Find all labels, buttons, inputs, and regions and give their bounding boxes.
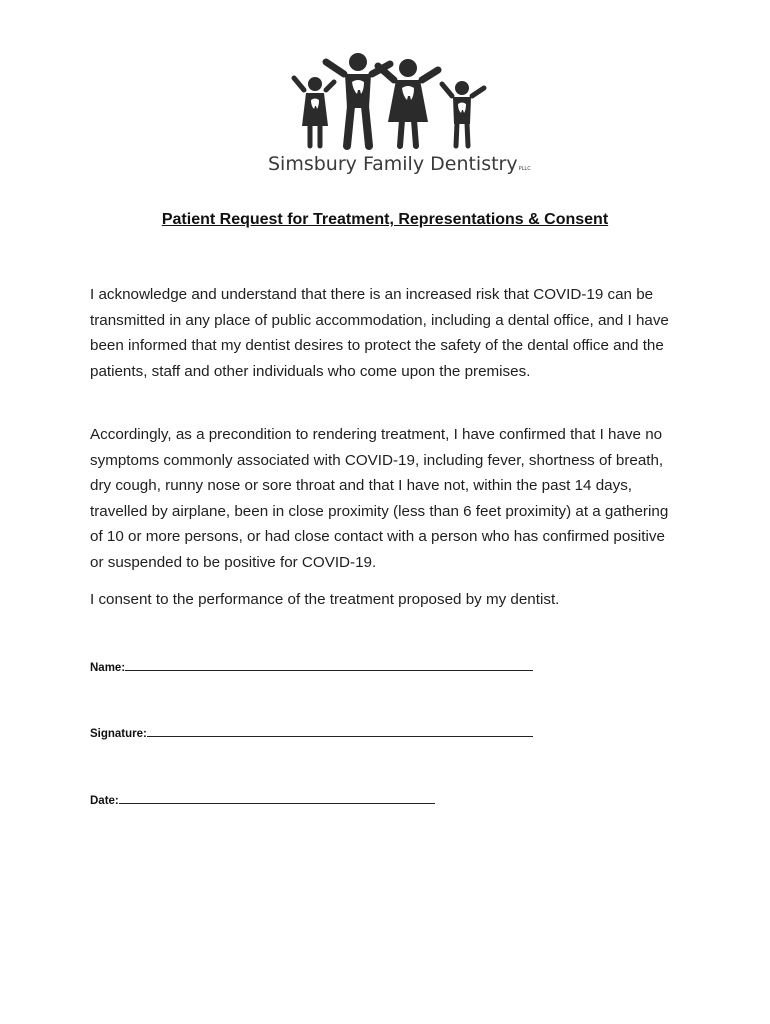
date-label: Date: bbox=[90, 795, 119, 807]
signature-line[interactable] bbox=[147, 725, 533, 737]
name-line[interactable] bbox=[125, 659, 533, 671]
consent-paragraph-2: Accordingly, as a precondition to rendering treatment, I have confirmed that I have no symptoms commonly associated with COVID-19, including fever, shortness of breath, dry cough, runny nose or sore throat and that I have not, within the past 14 days, travelled by airplane, been in close proximity (less than 6 feet proximity) at a gathering of 10 or more persons, or had close contact with a person who has confirmed positive or suspended to be positive for COVID-19. bbox=[90, 426, 669, 571]
signature-label: Signature: bbox=[90, 728, 147, 740]
date-field[interactable] bbox=[90, 792, 435, 807]
consent-paragraph-1: I acknowledge and understand that there is an increased risk that COVID-19 can be transmitted in any place of public accommodation, including a dental office, and I have been informed that my dentist desires to protect the safety of the dental office and the patients, staff and other individuals who come upon the premises. bbox=[90, 286, 669, 380]
date-line[interactable] bbox=[119, 792, 435, 804]
family-figures-icon bbox=[290, 48, 490, 153]
signature-field[interactable] bbox=[90, 725, 533, 740]
practice-name-suffix: PLLC bbox=[518, 166, 531, 172]
name-field[interactable] bbox=[90, 659, 533, 674]
practice-logo bbox=[0, 40, 770, 185]
consent-paragraph-3: I consent to the performance of the treatment proposed by my dentist. bbox=[90, 591, 560, 608]
practice-name-text: Simsbury Family Dentistry bbox=[268, 153, 518, 175]
practice-name bbox=[268, 153, 531, 175]
document-title: Patient Request for Treatment, Representations & Consent bbox=[161, 211, 609, 228]
name-label: Name: bbox=[90, 662, 126, 674]
